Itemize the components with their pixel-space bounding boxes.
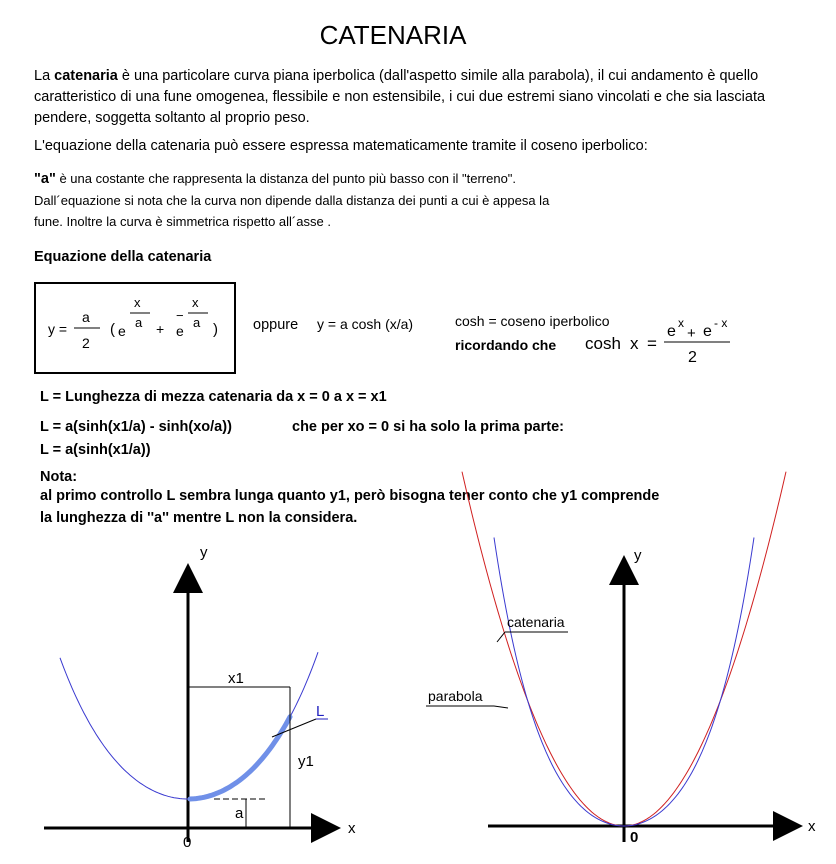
cosh-definition: cosh = coseno iperbolico [455, 313, 610, 329]
formula-base-1: e [118, 323, 126, 339]
nota-heading: Nota: [40, 469, 78, 485]
a-description-line-2: Dall´equazione si nota che la curva non dipende dalla distanza dei punti a cui è appesa la [34, 193, 550, 208]
length-line-2-note: che per xo = 0 si ha solo la prima parte: [292, 419, 564, 435]
right-origin-label: 0 [630, 829, 639, 846]
formula-frac-num: a [82, 309, 90, 325]
L-label: L [316, 703, 325, 720]
formula-plus: + [156, 321, 165, 337]
intro-line-2: caratteristico di una fune omogenea, flessibile e non estensibile, i cui due estremi siano vincolati e che sia lasciata [34, 89, 766, 105]
formula-frac-den: 2 [82, 335, 90, 351]
equation-sentence: L'equazione della catenaria può essere espressa matematicamente tramite il coseno iperbolico: [34, 138, 648, 154]
formula-lhs: y = [48, 321, 68, 337]
formula-exp1-den: a [135, 315, 143, 330]
length-line-2: L = a(sinh(x1/a) - sinh(xo/a)) [40, 419, 232, 435]
catenaria-bold: catenaria [54, 68, 118, 84]
catenaria-leader [497, 632, 505, 642]
a-label: a [235, 805, 244, 822]
cosh-equals: = [647, 334, 657, 353]
cosh-num-e1: e [667, 323, 676, 340]
formula-close-paren: ) [213, 321, 218, 338]
cosh-form: y = a cosh (x/a) [317, 316, 414, 332]
formula-base-2: e [176, 323, 184, 339]
a-description-line-1: è una costante che rappresenta la distanza del punto più basso con il "terreno". [55, 171, 517, 186]
catenaria-label: catenaria [507, 614, 565, 630]
formula-exp2-den: a [193, 315, 201, 330]
cosh-word: cosh [585, 334, 621, 353]
left-origin-label: 0 [183, 834, 192, 851]
formula-exp2-sign: − [176, 308, 184, 323]
formula-open-paren: ( [110, 321, 115, 338]
left-y-label: y [200, 544, 208, 561]
cosh-num-plus: + [687, 325, 696, 342]
cosh-num-e2-exp: - x [714, 316, 728, 330]
nota-line-2: la lunghezza di ''a'' mentre L non la considera. [40, 510, 358, 526]
right-y-label: y [634, 547, 642, 564]
length-line-3: L = a(sinh(x1/a)) [40, 442, 151, 458]
a-constant-label: "a" [34, 171, 56, 187]
formula-exp1-num: x [134, 295, 141, 310]
parabola-label: parabola [428, 688, 483, 704]
oppure-label: oppure [253, 317, 299, 333]
formula-exp2-num: x [192, 295, 199, 310]
ricordando-label: ricordando che [455, 337, 557, 353]
cosh-x-var: x [630, 334, 639, 353]
nota-line-1: al primo controllo L sembra lunga quanto y1, però bisogna tener conto che y1 comprende [40, 488, 660, 504]
page-title: CATENARIA [319, 20, 467, 50]
intro-line-3: pendere, soggetta soltanto al proprio peso. [34, 110, 310, 126]
section-heading: Equazione della catenaria [34, 249, 212, 265]
intro-line-1: La catenaria è una particolare curva piana iperbolica (dall'aspetto simile alla parabola), il cui andamento è quello [34, 68, 759, 84]
cosh-den: 2 [688, 349, 697, 366]
cosh-num-e1-exp: x [678, 316, 684, 330]
cosh-num-e2: e [703, 323, 712, 340]
parabola-leader [494, 706, 508, 708]
a-description-line-3: fune. Inoltre la curva è simmetrica rispetto all´asse . [34, 214, 331, 229]
right-x-label: x [808, 818, 816, 835]
left-x-label: x [348, 820, 356, 837]
length-line-1: L = Lunghezza di mezza catenaria da x = 0 a x = x1 [40, 389, 387, 405]
y1-label: y1 [298, 753, 314, 770]
x1-label: x1 [228, 670, 244, 687]
